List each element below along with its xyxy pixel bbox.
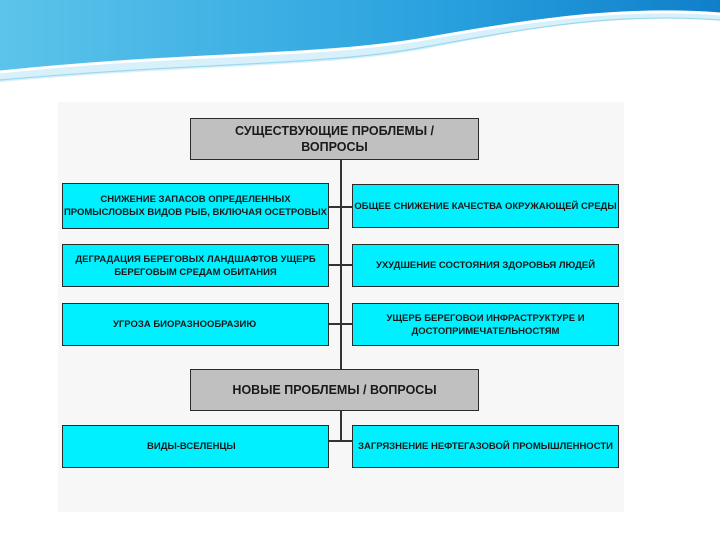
branch-connector-row2 <box>327 264 355 266</box>
fish-stock-decline-box <box>62 183 329 229</box>
infrastructure-damage-text: УЩЕРБ БЕРЕГОВОИ ИНФРАСТРУКТУРЕ И ДОСТОПРИМЕЧАТЕЛЬНОСТЯМ <box>386 312 585 337</box>
infrastructure-damage-box <box>352 303 619 346</box>
oil-gas-pollution-text: ЗАГРЯЗНЕНИЕ НЕФТЕГАЗОВОЙ ПРОМЫШЛЕННОСТИ <box>358 441 613 452</box>
human-health-text: УХУДШЕНИЕ СОСТОЯНИЯ ЗДОРОВЬЯ ЛЮДЕЙ <box>375 260 596 271</box>
new-problems-header: НОВЫЕ ПРОБЛЕМЫ / ВОПРОСЫ <box>190 369 479 411</box>
environment-quality-text: ОБЩЕЕ СНИЖЕНИЕ КАЧЕСТВА ОКРУЖАЮЩЕЙ СРЕДЫ <box>354 200 617 212</box>
biodiversity-box <box>62 303 329 346</box>
human-health-box <box>352 244 619 287</box>
branch-connector-row4 <box>327 440 355 442</box>
invasive-species-text: ВИДЫ-ВСЕЛЕНЦЫ <box>147 441 236 452</box>
fish-stock-decline-text: СНИЖЕНИЕ ЗАПАСОВ ОПРЕДЕЛЕННЫХ ПРОМЫСЛОВЫХ ВИДОВ РЫБ, ВКЛЮЧАЯ ОСЕТРОВЫХ <box>63 194 328 218</box>
landscape-degradation-text: ДЕГРАДАЦИЯ БЕРЕГОВЫХ ЛАНДШАФТОВ УЩЕРБ БЕРЕГОВЫМ СРЕДАМ ОБИТАНИЯ <box>75 253 316 278</box>
landscape-degradation-box <box>62 244 329 287</box>
trunk-connector-lower <box>340 411 342 441</box>
wave-decoration <box>0 0 720 95</box>
biodiversity-text: УГРОЗА БИОРАЗНООБРАЗИЮ <box>113 319 257 330</box>
branch-connector-row1 <box>327 206 355 208</box>
oil-gas-pollution-box <box>352 425 619 468</box>
invasive-species-box <box>62 425 329 468</box>
environment-quality-box <box>352 184 619 228</box>
existing-problems-header: СУЩЕСТВУЮЩИЕ ПРОБЛЕМЫ / ВОПРОСЫ <box>190 118 479 160</box>
branch-connector-row3 <box>327 323 355 325</box>
